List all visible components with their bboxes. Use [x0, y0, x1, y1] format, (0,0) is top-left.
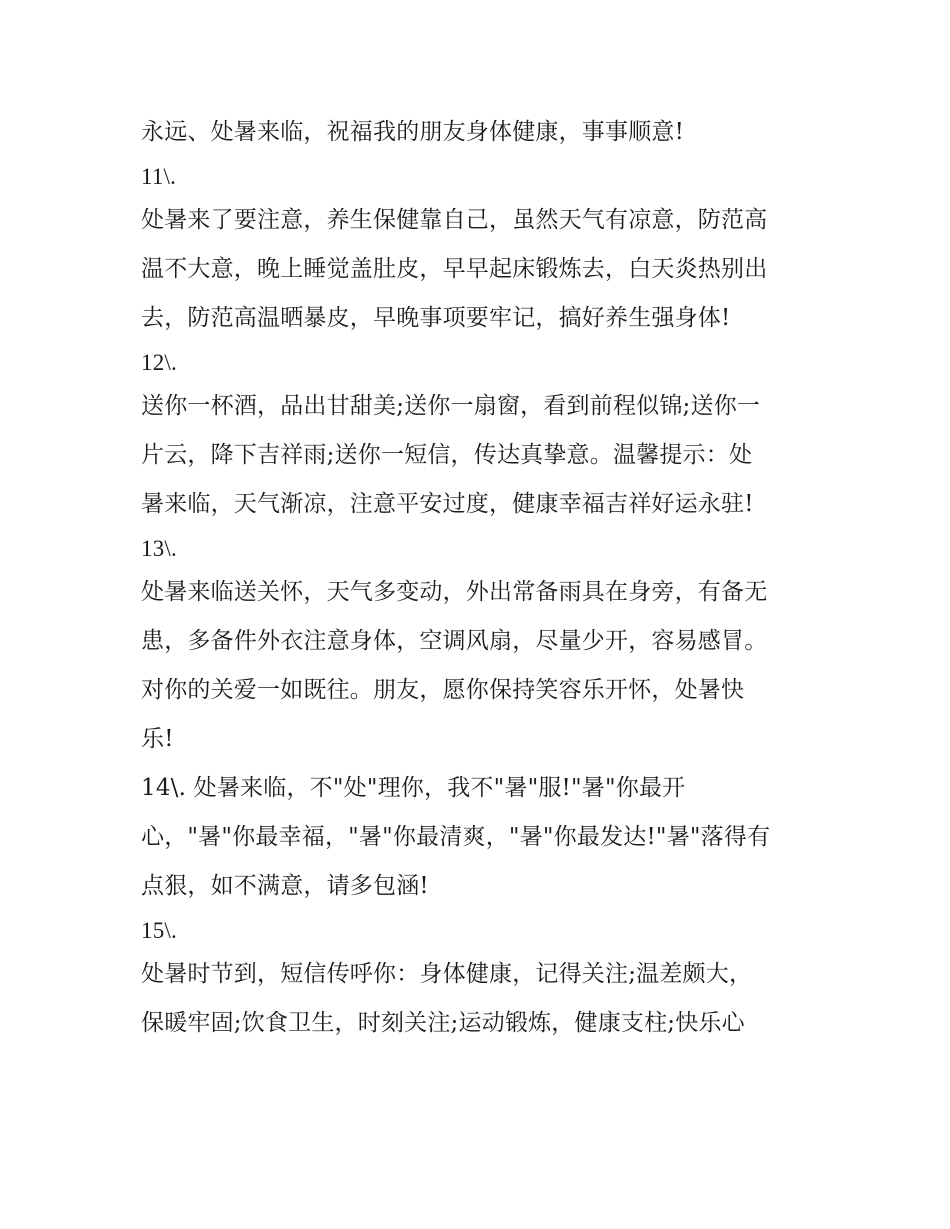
- text-line: 点狠，如不满意，请多包涵!: [141, 873, 429, 899]
- text-line: 处暑时节到，短信传呼你：身体健康，记得关注;温差颇大，: [141, 961, 753, 987]
- text-line: 患，多备件外衣注意身体，空调风扇，尽量少开，容易感冒。: [141, 628, 768, 654]
- text-line: 去，防范高温晒暴皮，早晚事项要牢记，搞好养生强身体!: [141, 305, 731, 331]
- text-line: 永远、处暑来临，祝福我的朋友身体健康，事事顺意!: [141, 119, 685, 145]
- text-line: 14\. 处暑来临，不"处"理你，我不"暑"服!"暑"你最开: [141, 775, 686, 801]
- text-line: 温不大意，晚上睡觉盖肚皮，早早起床锻炼去，白天炎热别出: [141, 256, 768, 282]
- text-line: 心，"暑"你最幸福，"暑"你最清爽，"暑"你最发达!"暑"落得有: [141, 824, 771, 850]
- text-line: 对你的关爱一如既往。朋友，愿你保持笑容乐开怀，处暑快: [141, 677, 745, 703]
- text-line: 乐!: [141, 726, 174, 752]
- text-line: 处暑来了要注意，养生保健靠自己，虽然天气有凉意，防范高: [141, 207, 768, 233]
- text-line: 处暑来临送关怀，天气多变动，外出常备雨具在身旁，有备无: [141, 579, 768, 605]
- document-body: [141, 108, 841, 1048]
- text-line: 暑来临，天气渐凉，注意平安过度，健康幸福吉祥好运永驻!: [141, 491, 754, 517]
- item-number-15: 15\.: [141, 918, 177, 943]
- item-number-12: 12\.: [141, 350, 177, 375]
- text-line: 保暖牢固;饮食卫生，时刻关注;运动锻炼，健康支柱;快乐心: [141, 1010, 745, 1036]
- text-line: 片云，降下吉祥雨;送你一短信，传达真挚意。温馨提示：处: [141, 442, 753, 468]
- item-number-11: 11\.: [141, 164, 177, 189]
- text-line: 送你一杯酒，品出甘甜美;送你一扇窗，看到前程似锦;送你一: [141, 393, 761, 419]
- item-number-13: 13\.: [141, 536, 177, 561]
